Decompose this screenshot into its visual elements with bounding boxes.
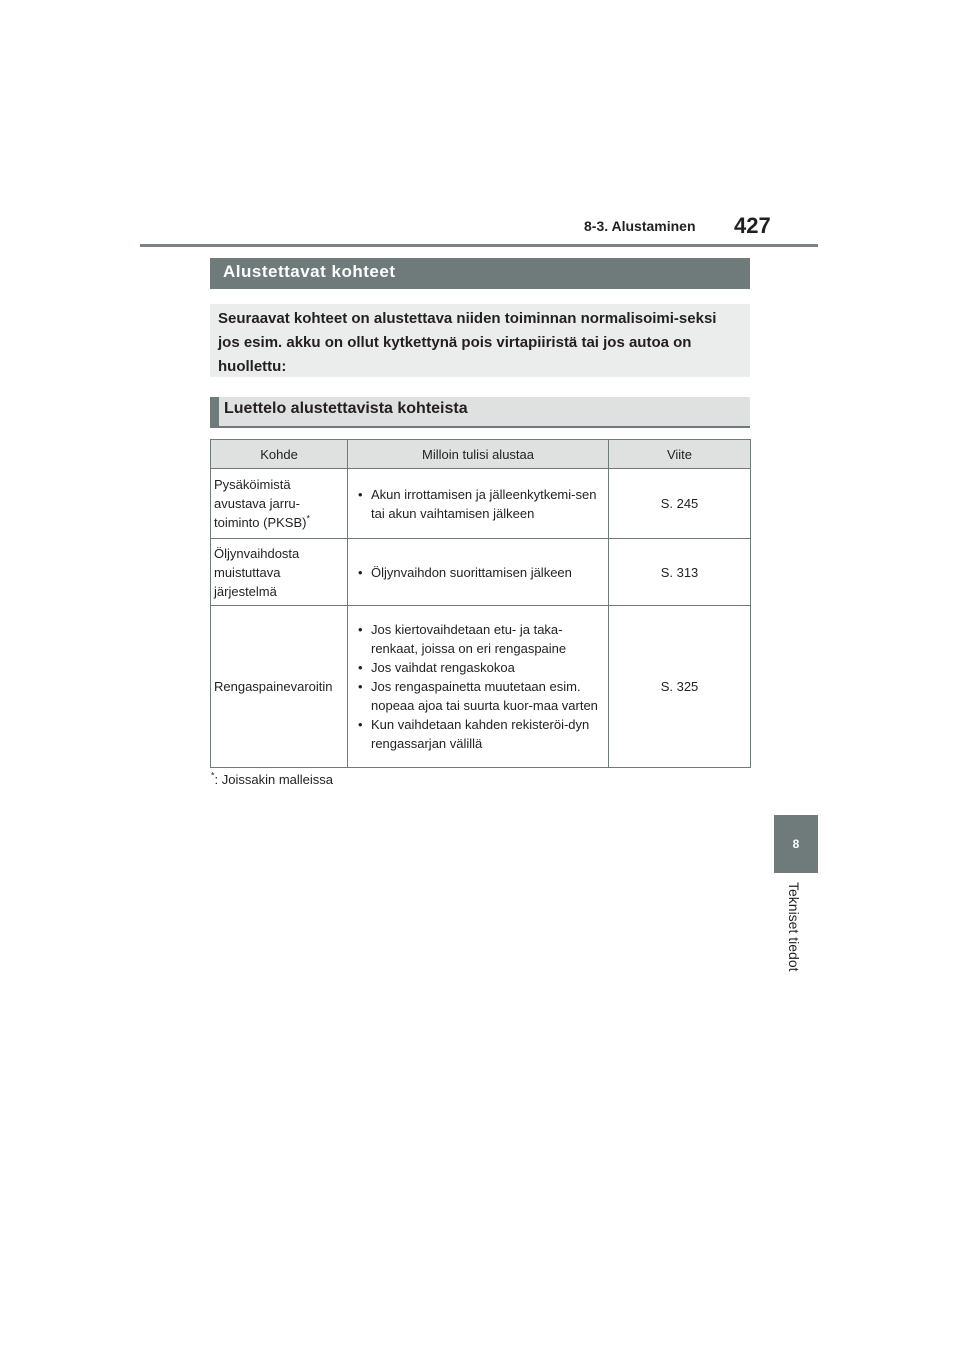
action-item: • Kun vaihdetaan kahden rekisteröi-dyn rengassarjan välillä	[355, 715, 605, 753]
item-cell	[211, 606, 348, 768]
item-cell	[211, 469, 348, 539]
chapter-tab	[774, 815, 818, 873]
column-header-item: Kohde	[211, 440, 348, 469]
reference-cell: S. 325	[609, 606, 751, 768]
chapter-label: Tekniset tiedot	[786, 882, 802, 972]
section-header: 8-3. Alustaminen	[584, 218, 696, 234]
action-item: • Öljynvaihdon suorittamisen jälkeen	[355, 563, 605, 582]
item-name: Pysäköimistä avustava jarru-toiminto (PKSB)	[214, 477, 307, 530]
footnote-mark: *	[306, 513, 310, 524]
action-list	[351, 485, 605, 523]
intro-paragraph: Seuraavat kohteet on alustettava niiden toiminnan normalisoimi-seksi jos esim. akku on ollut kytkettynä pois virtapiiristä tai jos autoa on huollettu:	[210, 304, 750, 377]
table-header-row	[211, 440, 751, 469]
reference-cell: S. 245	[609, 469, 751, 539]
action-item: • Akun irrottamisen ja jälleenkytkemi-sen tai akun vaihtamisen jälkeen	[355, 485, 605, 523]
table-row	[211, 469, 751, 539]
item-cell	[211, 539, 348, 606]
table-row	[211, 606, 751, 768]
item-name: Rengaspainevaroitin	[214, 679, 333, 694]
item-name: Öljynvaihdosta muistuttava järjestelmä	[214, 545, 300, 599]
table-row	[211, 539, 751, 606]
page-number: 427	[734, 213, 771, 238]
when-cell	[348, 606, 609, 768]
header-divider	[140, 244, 818, 247]
reference-cell: S. 313	[609, 539, 751, 606]
footnote-mark: *	[211, 770, 215, 781]
reset-items-table	[210, 439, 751, 768]
chapter-number: 8	[792, 837, 800, 851]
action-item: • Jos kiertovaihdetaan etu- ja taka-renkaat, joissa on eri rengaspaine	[355, 620, 605, 658]
column-header-reference: Viite	[609, 440, 751, 469]
when-cell	[348, 469, 609, 539]
footnote	[211, 772, 333, 787]
action-item: • Jos vaihdat rengaskokoa	[355, 658, 605, 677]
table-heading: Luettelo alustettavista kohteista	[210, 397, 750, 428]
action-list	[351, 563, 605, 582]
action-item: • Jos rengaspainetta muutetaan esim. nopeaa ajoa tai suurta kuor-maa varten	[355, 677, 605, 715]
when-cell	[348, 539, 609, 606]
column-header-when: Milloin tulisi alustaa	[348, 440, 609, 469]
action-list	[351, 620, 605, 753]
section-title: Alustettavat kohteet	[210, 258, 750, 289]
footnote-text: : Joissakin malleissa	[214, 772, 334, 787]
